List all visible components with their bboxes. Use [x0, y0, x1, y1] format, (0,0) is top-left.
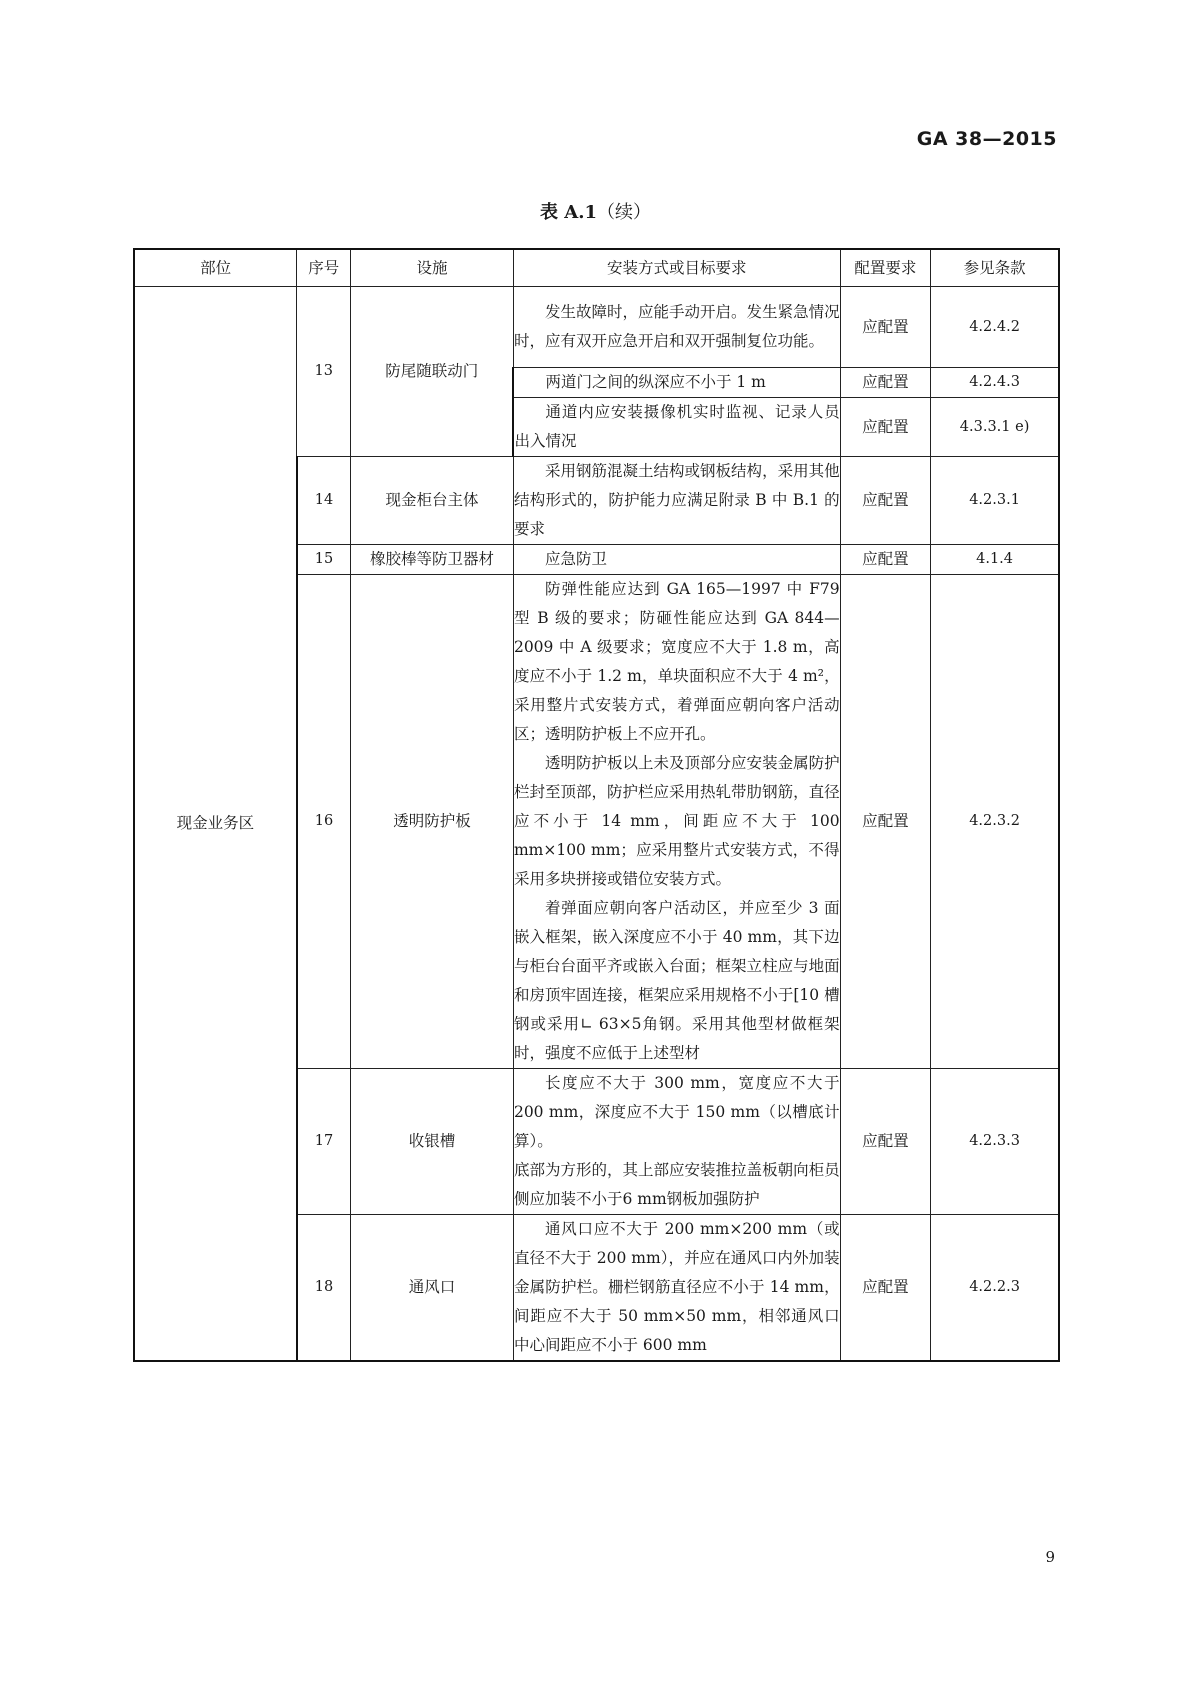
column-header-reference: 参见条款 — [931, 249, 1059, 287]
requirement-paragraph: 底部为方形的，其上部应安装推拉盖板朝向柜员侧应加装不小于6 mm钢板加强防护 — [513, 1161, 840, 1208]
row-number: 13 — [297, 287, 351, 457]
column-header-area: 部位 — [134, 249, 297, 287]
requirement-paragraph: 透明防护板以上未及顶部分应安装金属防护栏封至顶部，防护栏应采用热轧带肋钢筋，直径应不小于 14 mm，间距应不大于 100 mm×100 mm；应采用整片式安装方式，不得采用多块拼接或错位安装方式。 — [513, 754, 840, 888]
config-requirement: 应配置 — [840, 575, 931, 1069]
requirement-text — [513, 398, 840, 457]
facility-name: 收银槽 — [351, 1069, 514, 1215]
table-header-row — [134, 249, 1059, 287]
column-header-config: 配置要求 — [840, 249, 931, 287]
facility-name: 防尾随联动门 — [351, 287, 514, 457]
requirements-table — [133, 248, 1060, 1362]
requirement-text — [513, 287, 840, 368]
reference-clause: 4.2.3.3 — [931, 1069, 1059, 1215]
table-row — [134, 287, 1059, 368]
requirement-paragraph: 防弹性能应达到 GA 165—1997 中 F79 型 B 级的要求；防砸性能应达到 GA 844—2009 中 A 级要求；宽度应不大于 1.8 m，高度应不小于 1.2 m，单块面积应不大于 4 m²，采用整片式安装方式，着弹面应朝向客户活动区；透明防护板上不应开孔。 — [513, 580, 840, 743]
reference-clause: 4.2.2.3 — [931, 1215, 1059, 1362]
table-caption-suffix: （续） — [597, 202, 652, 223]
requirement-text — [513, 1215, 840, 1362]
reference-clause: 4.1.4 — [931, 545, 1059, 575]
document-code: GA 38—2015 — [916, 128, 1057, 150]
reference-clause: 4.2.3.1 — [931, 457, 1059, 545]
requirement-paragraph: 发生故障时，应能手动开启。发生紧急情况时，应有双开应急开启和双开强制复位功能。 — [513, 303, 840, 350]
config-requirement: 应配置 — [840, 368, 931, 398]
config-requirement: 应配置 — [840, 398, 931, 457]
requirement-text — [513, 457, 840, 545]
reference-clause: 4.2.3.2 — [931, 575, 1059, 1069]
reference-clause: 4.2.4.3 — [931, 368, 1059, 398]
facility-name: 橡胶棒等防卫器材 — [351, 545, 514, 575]
requirement-text — [513, 575, 840, 1069]
facility-name: 现金柜台主体 — [351, 457, 514, 545]
config-requirement: 应配置 — [840, 545, 931, 575]
requirement-paragraph: 着弹面应朝向客户活动区，并应至少 3 面嵌入框架，嵌入深度应不小于 40 mm，其下边与柜台台面平齐或嵌入台面；框架立柱应与地面和房顶牢固连接，框架应采用规格不小于[10 槽钢或采用∟ 63×5角钢。采用其他型材做框架时，强度不应低于上述型材 — [513, 899, 840, 1062]
column-header-facility: 设施 — [351, 249, 514, 287]
facility-name: 通风口 — [351, 1215, 514, 1362]
reference-clause: 4.3.3.1 e) — [931, 398, 1059, 457]
requirement-paragraph: 两道门之间的纵深应不小于 1 m — [545, 373, 766, 391]
facility-name: 透明防护板 — [351, 575, 514, 1069]
config-requirement: 应配置 — [840, 1215, 931, 1362]
config-requirement: 应配置 — [840, 287, 931, 368]
requirement-paragraph: 采用钢筋混凝土结构或钢板结构，采用其他结构形式的，防护能力应满足附录 B 中 B.1 的要求 — [513, 462, 840, 538]
requirement-text — [513, 1069, 840, 1215]
config-requirement: 应配置 — [840, 457, 931, 545]
requirement-text — [513, 368, 840, 398]
row-number: 17 — [297, 1069, 351, 1215]
requirement-paragraph: 通道内应安装摄像机实时监视、记录人员出入情况 — [514, 403, 840, 450]
table-caption-title: 表 A.1 — [539, 202, 598, 223]
row-number: 16 — [297, 575, 351, 1069]
requirement-text — [513, 545, 840, 575]
requirement-paragraph: 通风口应不大于 200 mm×200 mm（或直径不大于 200 mm），并应在通风口内外加装金属防护栏。栅栏钢筋直径应不小于 14 mm，间距应不大于 50 mm×50 mm，相邻通风口中心间距应不小于 600 mm — [513, 1220, 840, 1354]
row-number: 14 — [297, 457, 351, 545]
page-number: 9 — [1045, 1548, 1055, 1566]
column-header-requirement: 安装方式或目标要求 — [513, 249, 840, 287]
row-number: 18 — [297, 1215, 351, 1362]
table-caption — [0, 198, 1191, 224]
reference-clause: 4.2.4.2 — [931, 287, 1059, 368]
config-requirement: 应配置 — [840, 1069, 931, 1215]
area-cell: 现金业务区 — [134, 287, 297, 1362]
row-number: 15 — [297, 545, 351, 575]
requirement-paragraph: 长度应不大于 300 mm，宽度应不大于 200 mm，深度应不大于 150 mm（以槽底计算）。 — [513, 1074, 840, 1150]
column-header-number: 序号 — [297, 249, 351, 287]
requirement-paragraph: 应急防卫 — [544, 550, 607, 568]
